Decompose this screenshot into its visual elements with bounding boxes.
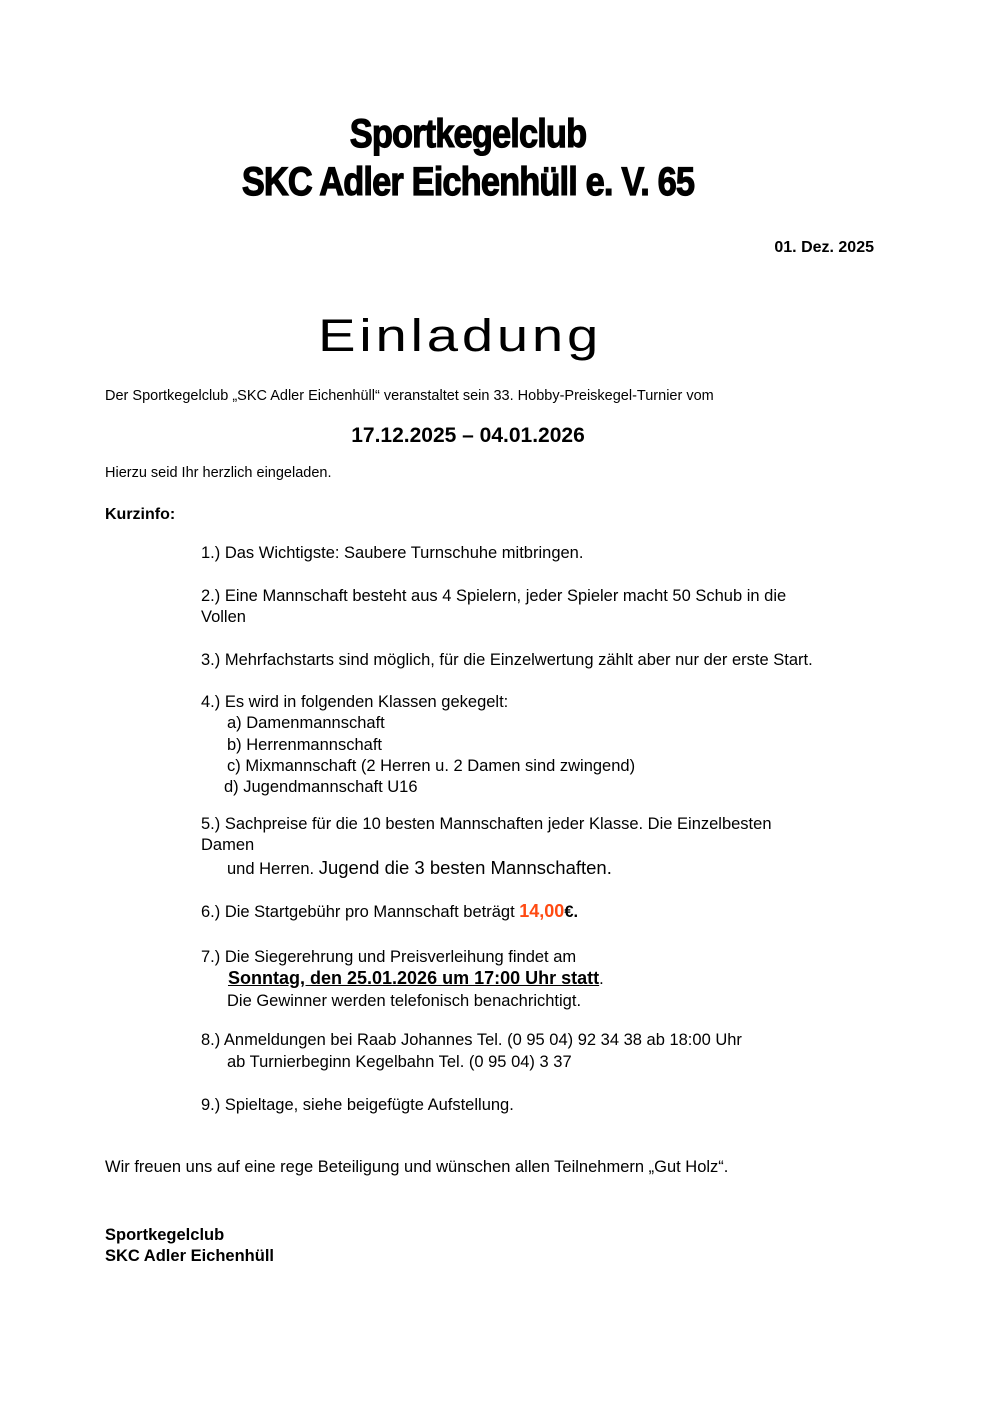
- info-item-2-line2: Vollen: [201, 608, 246, 626]
- fee-text: 6.) Die Startgebühr pro Mannschaft beträgt: [201, 903, 515, 921]
- info-item-5-line1: 5.) Sachpreise für die 10 besten Mannschaften jeder Klasse. Die Einzelbesten: [201, 815, 772, 833]
- club-title-line1: Sportkegelclub: [349, 112, 587, 156]
- class-a: a) Damenmannschaft: [227, 714, 385, 732]
- class-c: c) Mixmannschaft (2 Herren u. 2 Damen sind zwingend): [227, 757, 636, 775]
- info-item-2-line1: 2.) Eine Mannschaft besteht aus 4 Spielern, jeder Spieler macht 50 Schub in die: [201, 587, 787, 605]
- info-item-8-line1: 8.) Anmeldungen bei Raab Johannes Tel. (0 95 04) 92 34 38 ab 18:00 Uhr: [201, 1031, 742, 1049]
- info-item-6: [201, 901, 578, 923]
- class-b: b) Herrenmannschaft: [227, 736, 382, 754]
- fee-amount: 14,00: [519, 901, 565, 921]
- intro-text: Der Sportkegelclub „SKC Adler Eichenhüll“ veranstaltet sein 33. Hobby-Preiskegel-Turnier vom: [105, 388, 714, 404]
- class-d: d) Jugendmannschaft U16: [224, 778, 418, 796]
- club-title-line2: SKC Adler Eichenhüll e. V. 65: [241, 160, 695, 204]
- document-date: 01. Dez. 2025: [774, 239, 874, 256]
- closing-text: Wir freuen uns auf eine rege Beteiligung und wünschen allen Teilnehmern „Gut Holz“.: [105, 1158, 729, 1176]
- info-item-7-line3: Die Gewinner werden telefonisch benachrichtigt.: [227, 992, 582, 1010]
- info-item-9: 9.) Spieltage, siehe beigefügte Aufstellung.: [201, 1096, 514, 1114]
- info-item-5-line3a: und Herren.: [227, 860, 315, 878]
- info-item-5-line3: [227, 857, 612, 880]
- signature-line1: Sportkegelclub: [105, 1226, 225, 1244]
- info-item-3: 3.) Mehrfachstarts sind möglich, für die Einzelwertung zählt aber nur der erste Start.: [201, 651, 813, 669]
- invitation-heading: Einladung: [318, 310, 602, 361]
- info-item-7-line2: [228, 968, 604, 990]
- info-item-5-line2: Damen: [201, 836, 255, 854]
- ceremony-datetime: Sonntag, den 25.01.2026 um 17:00 Uhr statt: [228, 968, 600, 988]
- info-item-5-line3b: Jugend die 3 besten Mannschaften.: [318, 857, 612, 878]
- info-item-7-line1: 7.) Die Siegerehrung und Preisverleihung findet am: [201, 948, 577, 966]
- fee-currency: €.: [564, 903, 579, 921]
- signature-line2: SKC Adler Eichenhüll: [105, 1247, 274, 1265]
- info-item-8-line2: ab Turnierbeginn Kegelbahn Tel. (0 95 04) 3 37: [227, 1053, 572, 1071]
- kurzinfo-label: Kurzinfo:: [105, 506, 176, 523]
- ceremony-period: .: [599, 970, 604, 988]
- tournament-date-range: 17.12.2025 – 04.01.2026: [351, 424, 585, 447]
- info-item-1: 1.) Das Wichtigste: Saubere Turnschuhe mitbringen.: [201, 544, 584, 562]
- invitation-line: Hierzu seid Ihr herzlich eingeladen.: [105, 465, 332, 481]
- info-item-4-line1: 4.) Es wird in folgenden Klassen gekegelt:: [201, 693, 509, 711]
